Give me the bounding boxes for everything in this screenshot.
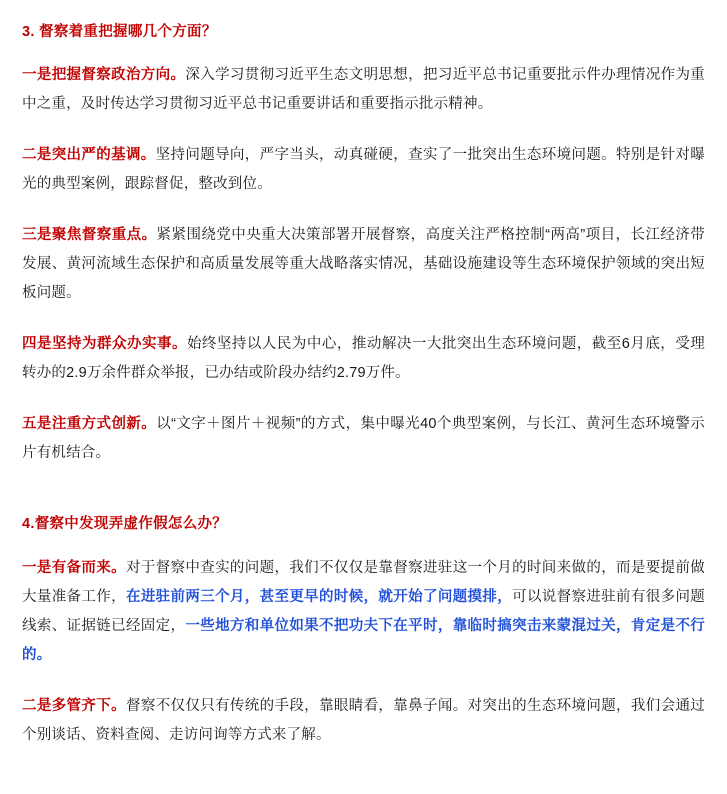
section-heading-4: 4.督察中发现弄虚作假怎么办？ <box>22 516 228 533</box>
paragraph-4-2 <box>22 692 705 750</box>
section-heading-3: 3. 督察着重把握哪几个方面？ <box>22 24 217 40</box>
paragraph-3-2 <box>22 141 705 199</box>
paragraph-lead: 四是坚持为群众办实事。 <box>22 336 187 353</box>
paragraph-lead: 一是把握督察政治方向。 <box>22 67 186 84</box>
paragraph-highlight-2: 一些地方和单位如果不把功夫下在平时，靠临时搞突击来蒙混过关，肯定是不行的。 <box>22 617 706 663</box>
paragraph-highlight-1: 在进驻前两三个月，甚至更早的时候，就开始了问题摸排， <box>125 588 513 605</box>
paragraph-3-1 <box>22 61 705 119</box>
paragraph-3-4 <box>22 330 705 388</box>
paragraph-body: 以“文字＋图片＋视频”的方式，集中曝光40个典型案例，与长江、黄河生态环境警示片有机结合。 <box>22 416 705 462</box>
paragraph-3-5 <box>22 410 705 468</box>
paragraph-lead: 一是有备而来。 <box>22 559 126 576</box>
paragraph-lead: 二是突出严的基调。 <box>22 147 156 164</box>
paragraph-4-1 <box>22 554 705 670</box>
paragraph-lead: 二是多管齐下。 <box>22 697 126 714</box>
paragraph-3-3 <box>22 221 705 308</box>
paragraph-body: 始终坚持以人民为中心，推动解决一大批突出生态环境问题，截至6月底，受理转办的2.9万余件群众举报，已办结或阶段办结约2.79万件。 <box>22 336 705 382</box>
paragraph-body: 紧紧围绕党中央重大决策部署开展督察，高度关注严格控制“两高”项目，长江经济带发展、黄河流域生态保护和高质量发展等重大战略落实情况，基础设施建设等生态环境保护领域的突出短板问题。 <box>22 227 705 302</box>
paragraph-body: 深入学习贯彻习近平生态文明思想，把习近平总书记重要批示件办理情况作为重中之重，及时传达学习贯彻习近平总书记重要讲话和重要指示批示精神。 <box>22 67 706 113</box>
paragraph-body: 坚持问题导向，严字当头，动真碰硬，查实了一批突出生态环境问题。特别是针对曝光的典型案例，跟踪督促，整改到位。 <box>22 147 705 193</box>
paragraph-lead: 五是注重方式创新。 <box>22 416 157 433</box>
paragraph-body-part-1: 对于督察中查实的问题，我们不仅仅是靠督察进驻这一个月的时间来做的，而是要提前做大量准备工作， <box>22 559 706 605</box>
paragraph-lead: 三是聚焦督察重点。 <box>22 227 157 244</box>
paragraph-body: 督察不仅仅只有传统的手段，靠眼睛看，靠鼻子闻。对突出的生态环境问题，我们会通过个别谈话、资料查阅、走访问询等方式来了解。 <box>22 697 706 743</box>
paragraph-body-part-2: 可以说督察进驻前有很多问题线索、证据链已经固定， <box>22 588 706 634</box>
section-spacer <box>22 490 705 502</box>
